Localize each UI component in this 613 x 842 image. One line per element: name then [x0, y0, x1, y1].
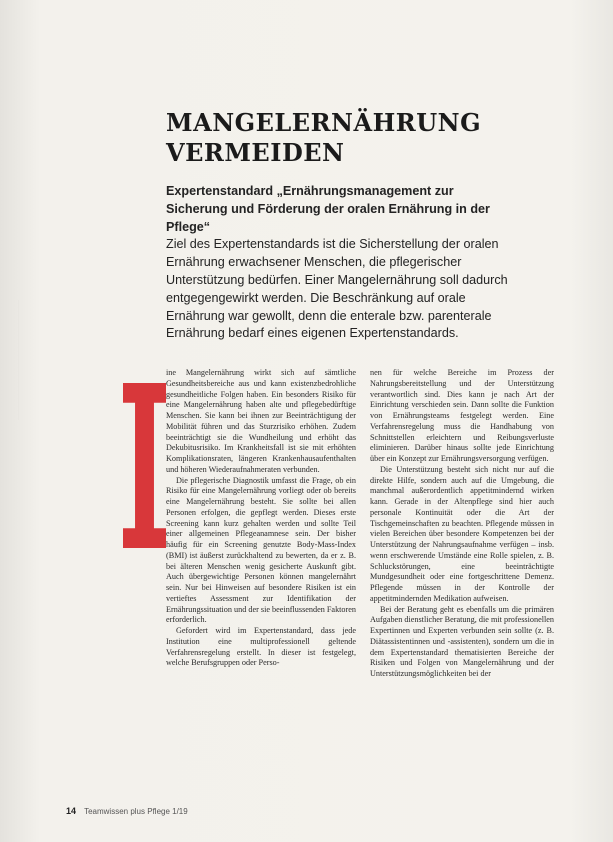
page-number: 14 [66, 806, 77, 816]
margin-shadow [18, 300, 89, 420]
right-paragraph-2: Die Unterstützung besteht sich nicht nur auf die direkte Hilfe, sondern auch auf die Umgebung, die manchmal außerordentlich appetitmindernd wirken kann. Gerade in der Altenpflege sind hier auch personale Kontinuität oder die Art der Tischgemeinschaften zu beachten. Pflegende müssen in vielen Bereichen über besondere Kompetenzen bei der Unterstützung der Nahrungsaufnahme verfügen – insb. wenn erschwerende Umstände eine Rolle spielen, z. B. Schluckstörungen, eine beeinträchtigte Mundgesundheit oder eine fortgeschrittene Demenz. Pflegende müssen in der Kontrolle der appetitmindernden Medikation aufweisen. [370, 464, 554, 603]
article-title [166, 108, 526, 168]
page-footer [66, 806, 188, 816]
lead-paragraph [166, 183, 516, 343]
left-paragraph-2: Die pflegerische Diagnostik umfasst die Frage, ob ein Risiko für eine Mangelernährung vorliegt oder ob bereits eine Mangelernährung besteht. Sie sollte bei allen Personen erfolgen, die gepflegt werden. Dieses erste Screening kann kurz gehalten werden und sollte Teil einer allgemeinen Pflegeanamnese sein. Der bisher häufig für ein Screening genutzte Body-Mass-Index (BMI) ist äußerst zurückhaltend zu bewerten, da er z. B. bei älteren Menschen wenig gesicherte Auskunft gibt. Auch übergewichtige Personen können mangelernährt sein. Nur bei Hinweisen auf besondere Risiken ist ein vertieftes Assessment zur Identifikation der Ernährungssituation und der sie beeinflussenden Faktoren erforderlich. [166, 475, 356, 625]
right-paragraph-1: nen für welche Bereiche im Prozess der Nahrungsbereitstellung und der Unterstützung verantwortlich sind. Dies kann je nach Art der Einrichtung verschieden sein. Dann sollte die Funktion von Ernährungsteams festgelegt werden. Eine Verfahrensregelung muss die Handhabung von Schnittstellen erleichtern und Reibungsverluste eliminieren. Darüber hinaus sollte jede Einrichtung über ein Konzept zur Ernährungsversorgung verfügen. [370, 368, 554, 463]
publication-name: Teamwissen plus Pflege 1/19 [84, 807, 188, 816]
lead-heading: Expertenstandard „Ernährungsmanagement zur Sicherung und Förderung der oralen Ernährung in der Pflege“ [166, 184, 490, 234]
dropcap-letter [123, 383, 124, 384]
body-column-left [166, 368, 356, 669]
left-paragraph-1: ine Mangelernährung wirkt sich auf sämtliche Gesundheitsbereiche aus und kann existenzbedrohliche gesundheitliche Folgen haben. Ein besonders Risiko für eine Mangelernährung haben alte und pflegebedürftige Menschen. Sie kann bei ihnen zur Beeinträchtigung der Mobilität führen und das Sturzrisiko erhöhen. Zudem beeinträchtigt sie die Wundheilung und erhöht das Dekubitusrisiko. Im Krankheitsfall ist sie mit erhöhten Komplikationsraten, längeren Krankenhausaufenthalten und höheren Wiederaufnahmeraten verbunden. [166, 368, 356, 474]
left-paragraph-3: Gefordert wird im Expertenstandard, dass jede Institution eine multiprofessionell geltende Verfahrensregelung erstellt. In dieser ist festgelegt, welche Berufsgruppen oder Perso- [166, 626, 356, 668]
right-paragraph-3: Bei der Beratung geht es ebenfalls um die primären Aufgaben dienstlicher Beratung, die mit professionellen Expertinnen und Experten verbunden sein sollte (z. B. Diätassistentinnen und -assistenten), sondern um die in dem Expertenstandard thematisierten Bereiche der Risiken und Folgen von Mangelernährung und der Unterstützungsmöglichkeiten bei der [370, 604, 554, 678]
body-column-right [370, 368, 554, 680]
title-line-1: MANGELERNÄHRUNG [166, 108, 482, 137]
lead-text: Ziel des Expertenstandards ist die Sicherstellung der oralen Ernährung erwachsener Menschen, die pflegerischer Unterstützung bedürfen. Einer Mangelernährung soll dadurch entgegengewirkt werden. Die Beschränkung auf orale Ernährung war gewollt, denn die enterale bzw. parenterale Ernährung bedarf eines eigenen Expertenstandards. [166, 237, 508, 341]
title-line-2: VERMEIDEN [166, 138, 345, 167]
